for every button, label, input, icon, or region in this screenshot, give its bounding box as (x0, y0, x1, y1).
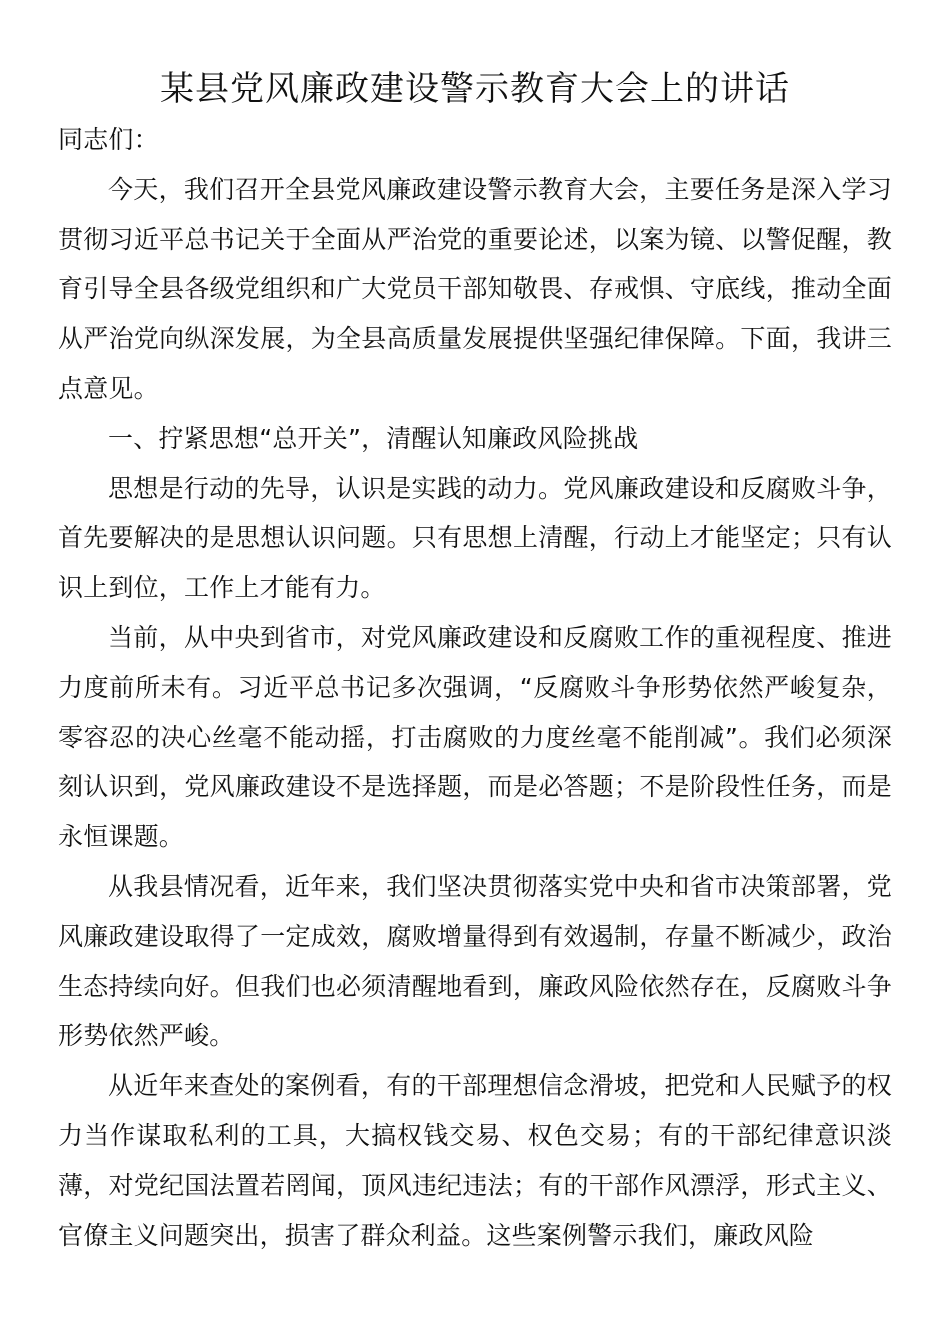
section-heading-1: 一、拧紧思想“总开关”，清醒认知廉政风险挑战 (108, 423, 639, 453)
paragraph: 从我县情况看，近年来，我们坚决贯彻落实党中央和省市决策部署，党风廉政建设取得了一定成效，腐败增量得到有效遏制，存量不断减少，政治生态持续向好。但我们也必须清醒地看到，廉政风险依然存在，反腐败斗争形势依然严峻。 (58, 871, 892, 1051)
document-body (58, 115, 892, 1260)
paragraph: 从近年来查处的案例看，有的干部理想信念滑坡，把党和人民赋予的权力当作谋取私利的工具，大搞权钱交易、权色交易；有的干部纪律意识淡薄，对党纪国法置若罔闻，顶风违纪违法；有的干部作风漂浮，形式主义、官僚主义问题突出，损害了群众利益。这些案例警示我们，廉政风险 (58, 1071, 892, 1250)
salutation: 同志们： (58, 125, 159, 154)
paragraph-intro: 今天，我们召开全县党风廉政建设警示教育大会，主要任务是深入学习贯彻习近平总书记关于全面从严治党的重要论述，以案为镜、以警促醒，教育引导全县各级党组织和广大党员干部知敬畏、存戒惧、守底线，推动全面从严治党向纵深发展，为全县高质量发展提供坚强纪律保障。下面，我讲三点意见。 (58, 174, 892, 403)
document-title: 某县党风廉政建设警示教育大会上的讲话 (160, 69, 790, 109)
paragraph: 当前，从中央到省市，对党风廉政建设和反腐败工作的重视程度、推进力度前所未有。习近平总书记多次强调，“反腐败斗争形势依然严峻复杂，零容忍的决心丝毫不能动摇，打击腐败的力度丝毫不能削减”。我们必须深刻认识到，党风廉政建设不是选择题，而是必答题；不是阶段性任务，而是永恒课题。 (58, 622, 892, 852)
paragraph: 思想是行动的先导，认识是实践的动力。党风廉政建设和反腐败斗争，首先要解决的是思想认识问题。只有思想上清醒，行动上才能坚定；只有认识上到位，工作上才能有力。 (58, 473, 892, 603)
